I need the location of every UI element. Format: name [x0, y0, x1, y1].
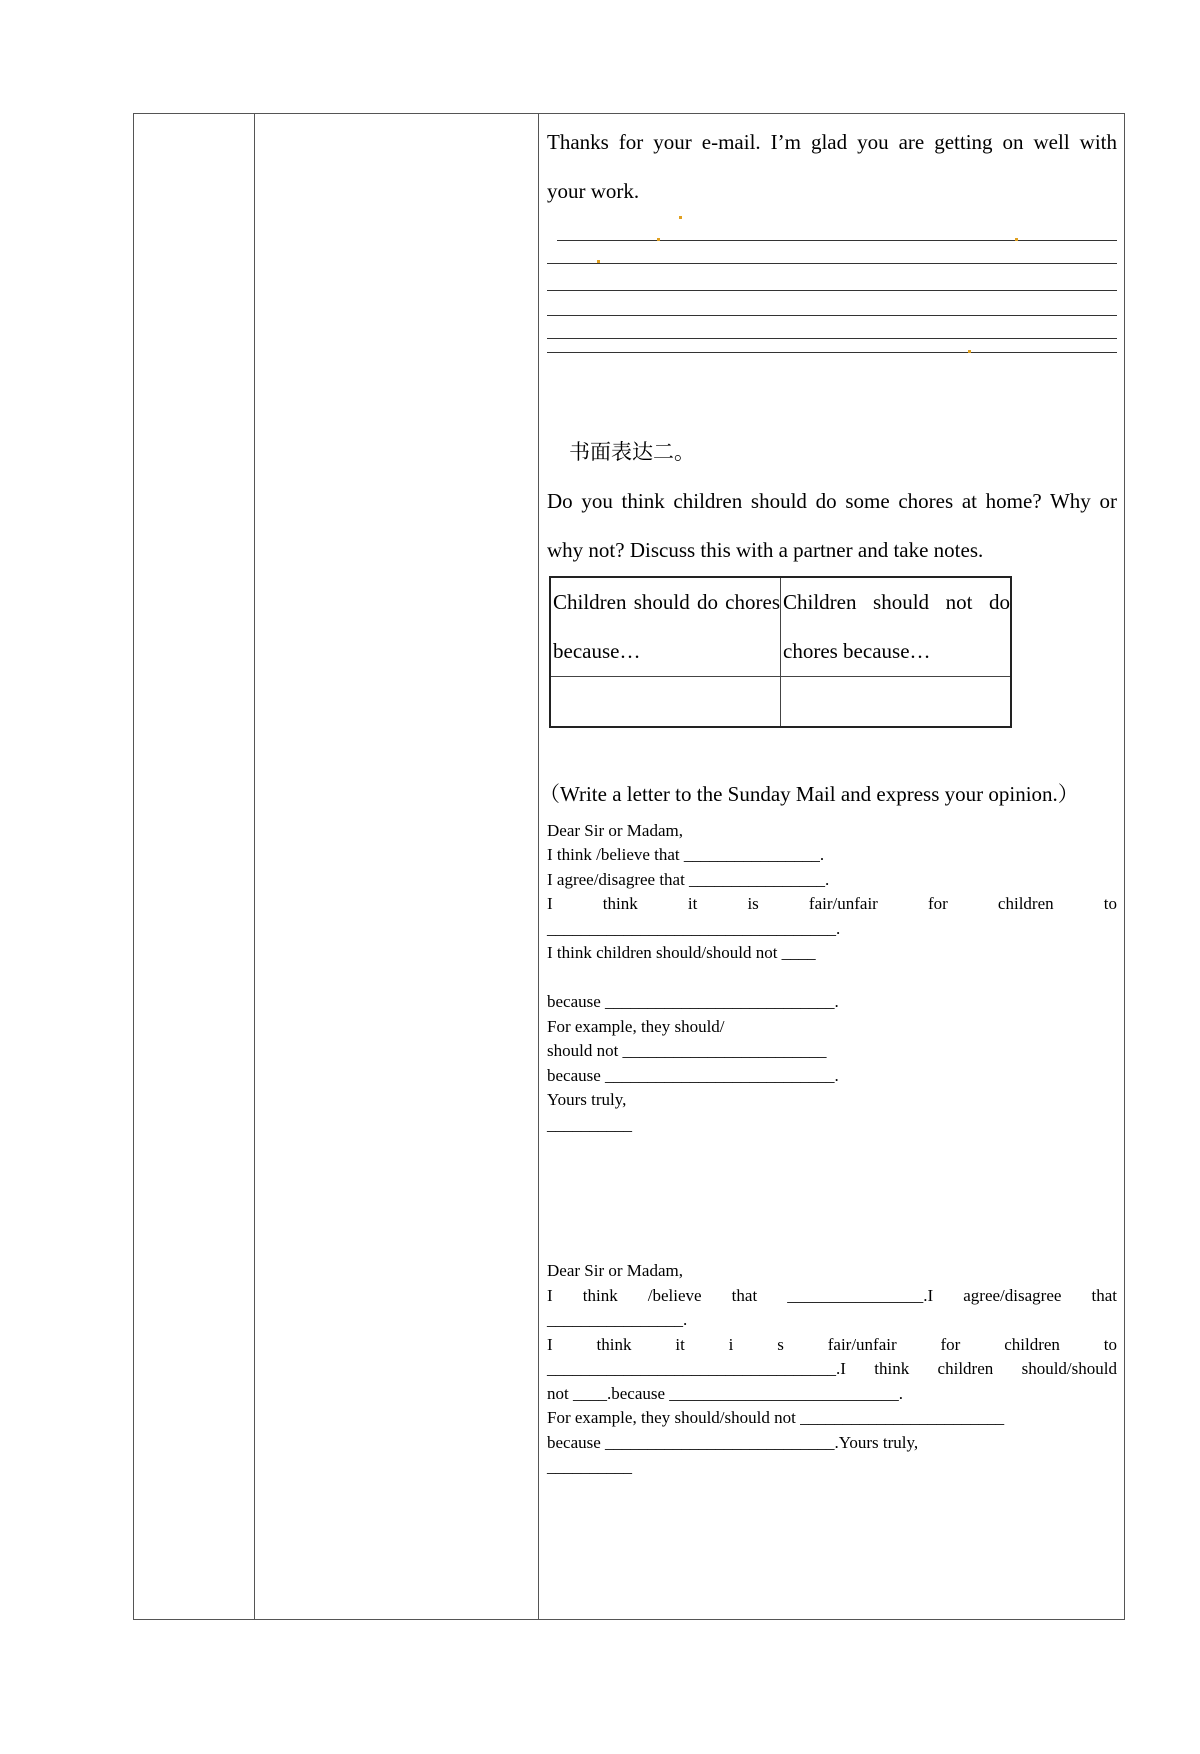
column-divider-2	[538, 113, 539, 1620]
question-line-2: why not? Discuss this with a partner and take notes.	[547, 538, 984, 562]
notes-table	[549, 576, 1012, 728]
letter-line: I think /believe that ________________.	[547, 845, 825, 864]
content-column	[539, 118, 1117, 1480]
letter-line: I think children should/should not ____	[547, 943, 816, 962]
col1-header: Children should do chores because…	[550, 577, 781, 677]
marker-dot	[657, 238, 660, 241]
col2-notes-cell[interactable]	[781, 677, 1012, 727]
letter-line: ________________.	[547, 1310, 688, 1329]
letter-line: because ___________________________.Yours truly,	[547, 1432, 919, 1452]
writing-line	[547, 352, 1117, 353]
marker-dot	[1015, 238, 1018, 241]
letter-line: I think /believe that ________________.I agree/disagree that	[547, 1285, 1117, 1305]
letter-line: For example, they should/	[547, 1016, 725, 1036]
letter-line: because ___________________________.	[547, 1065, 839, 1085]
column-divider-1	[254, 113, 255, 1620]
letter-template-2	[547, 1259, 1117, 1480]
instruction: （Write a letter to the Sunday Mail and express your opinion.）	[539, 781, 1079, 806]
greeting: Dear Sir or Madam,	[547, 1261, 683, 1280]
writing-lines	[547, 228, 1117, 348]
letter-line: __________________________________.	[547, 918, 841, 938]
question-line-1: Do you think children should do some chores at home? Why or	[547, 489, 1117, 513]
intro-line-1: Thanks for your e-mail. I’m glad you are getting on well with	[547, 130, 1117, 154]
letter-line: For example, they should/should not ________________________	[547, 1408, 1005, 1427]
writing-line	[547, 315, 1117, 316]
letter-line: because ___________________________.	[547, 992, 839, 1011]
col1-notes-cell[interactable]	[550, 677, 781, 727]
letter-line: should not ________________________	[547, 1041, 827, 1060]
section-heading: 书面表达二。	[569, 440, 695, 464]
signature-line: __________	[547, 1114, 632, 1134]
closing: Yours truly,	[547, 1090, 627, 1109]
letter-line: I agree/disagree that ________________.	[547, 869, 830, 889]
blank-line	[547, 966, 1117, 991]
writing-line	[547, 338, 1117, 339]
intro-line-2: your work.	[547, 179, 640, 203]
letter-line: I think it i s fair/unfair for children to	[547, 1334, 1117, 1354]
marker-dot	[597, 260, 600, 263]
marker-dot	[679, 216, 682, 219]
letter-line: I think it is fair/unfair for children to	[547, 894, 1117, 913]
letter-line: not ____.because ___________________________.	[547, 1383, 904, 1403]
marker-dot	[968, 350, 971, 353]
letter-template-1	[547, 819, 1117, 1138]
greeting: Dear Sir or Madam,	[547, 820, 683, 840]
signature-line: __________	[547, 1457, 632, 1476]
col2-header: Children should not do chores because…	[781, 577, 1012, 677]
writing-line	[547, 290, 1117, 291]
writing-line	[547, 263, 1117, 264]
letter-line: __________________________________.I think children should/should	[547, 1359, 1117, 1378]
writing-line	[557, 240, 1117, 241]
